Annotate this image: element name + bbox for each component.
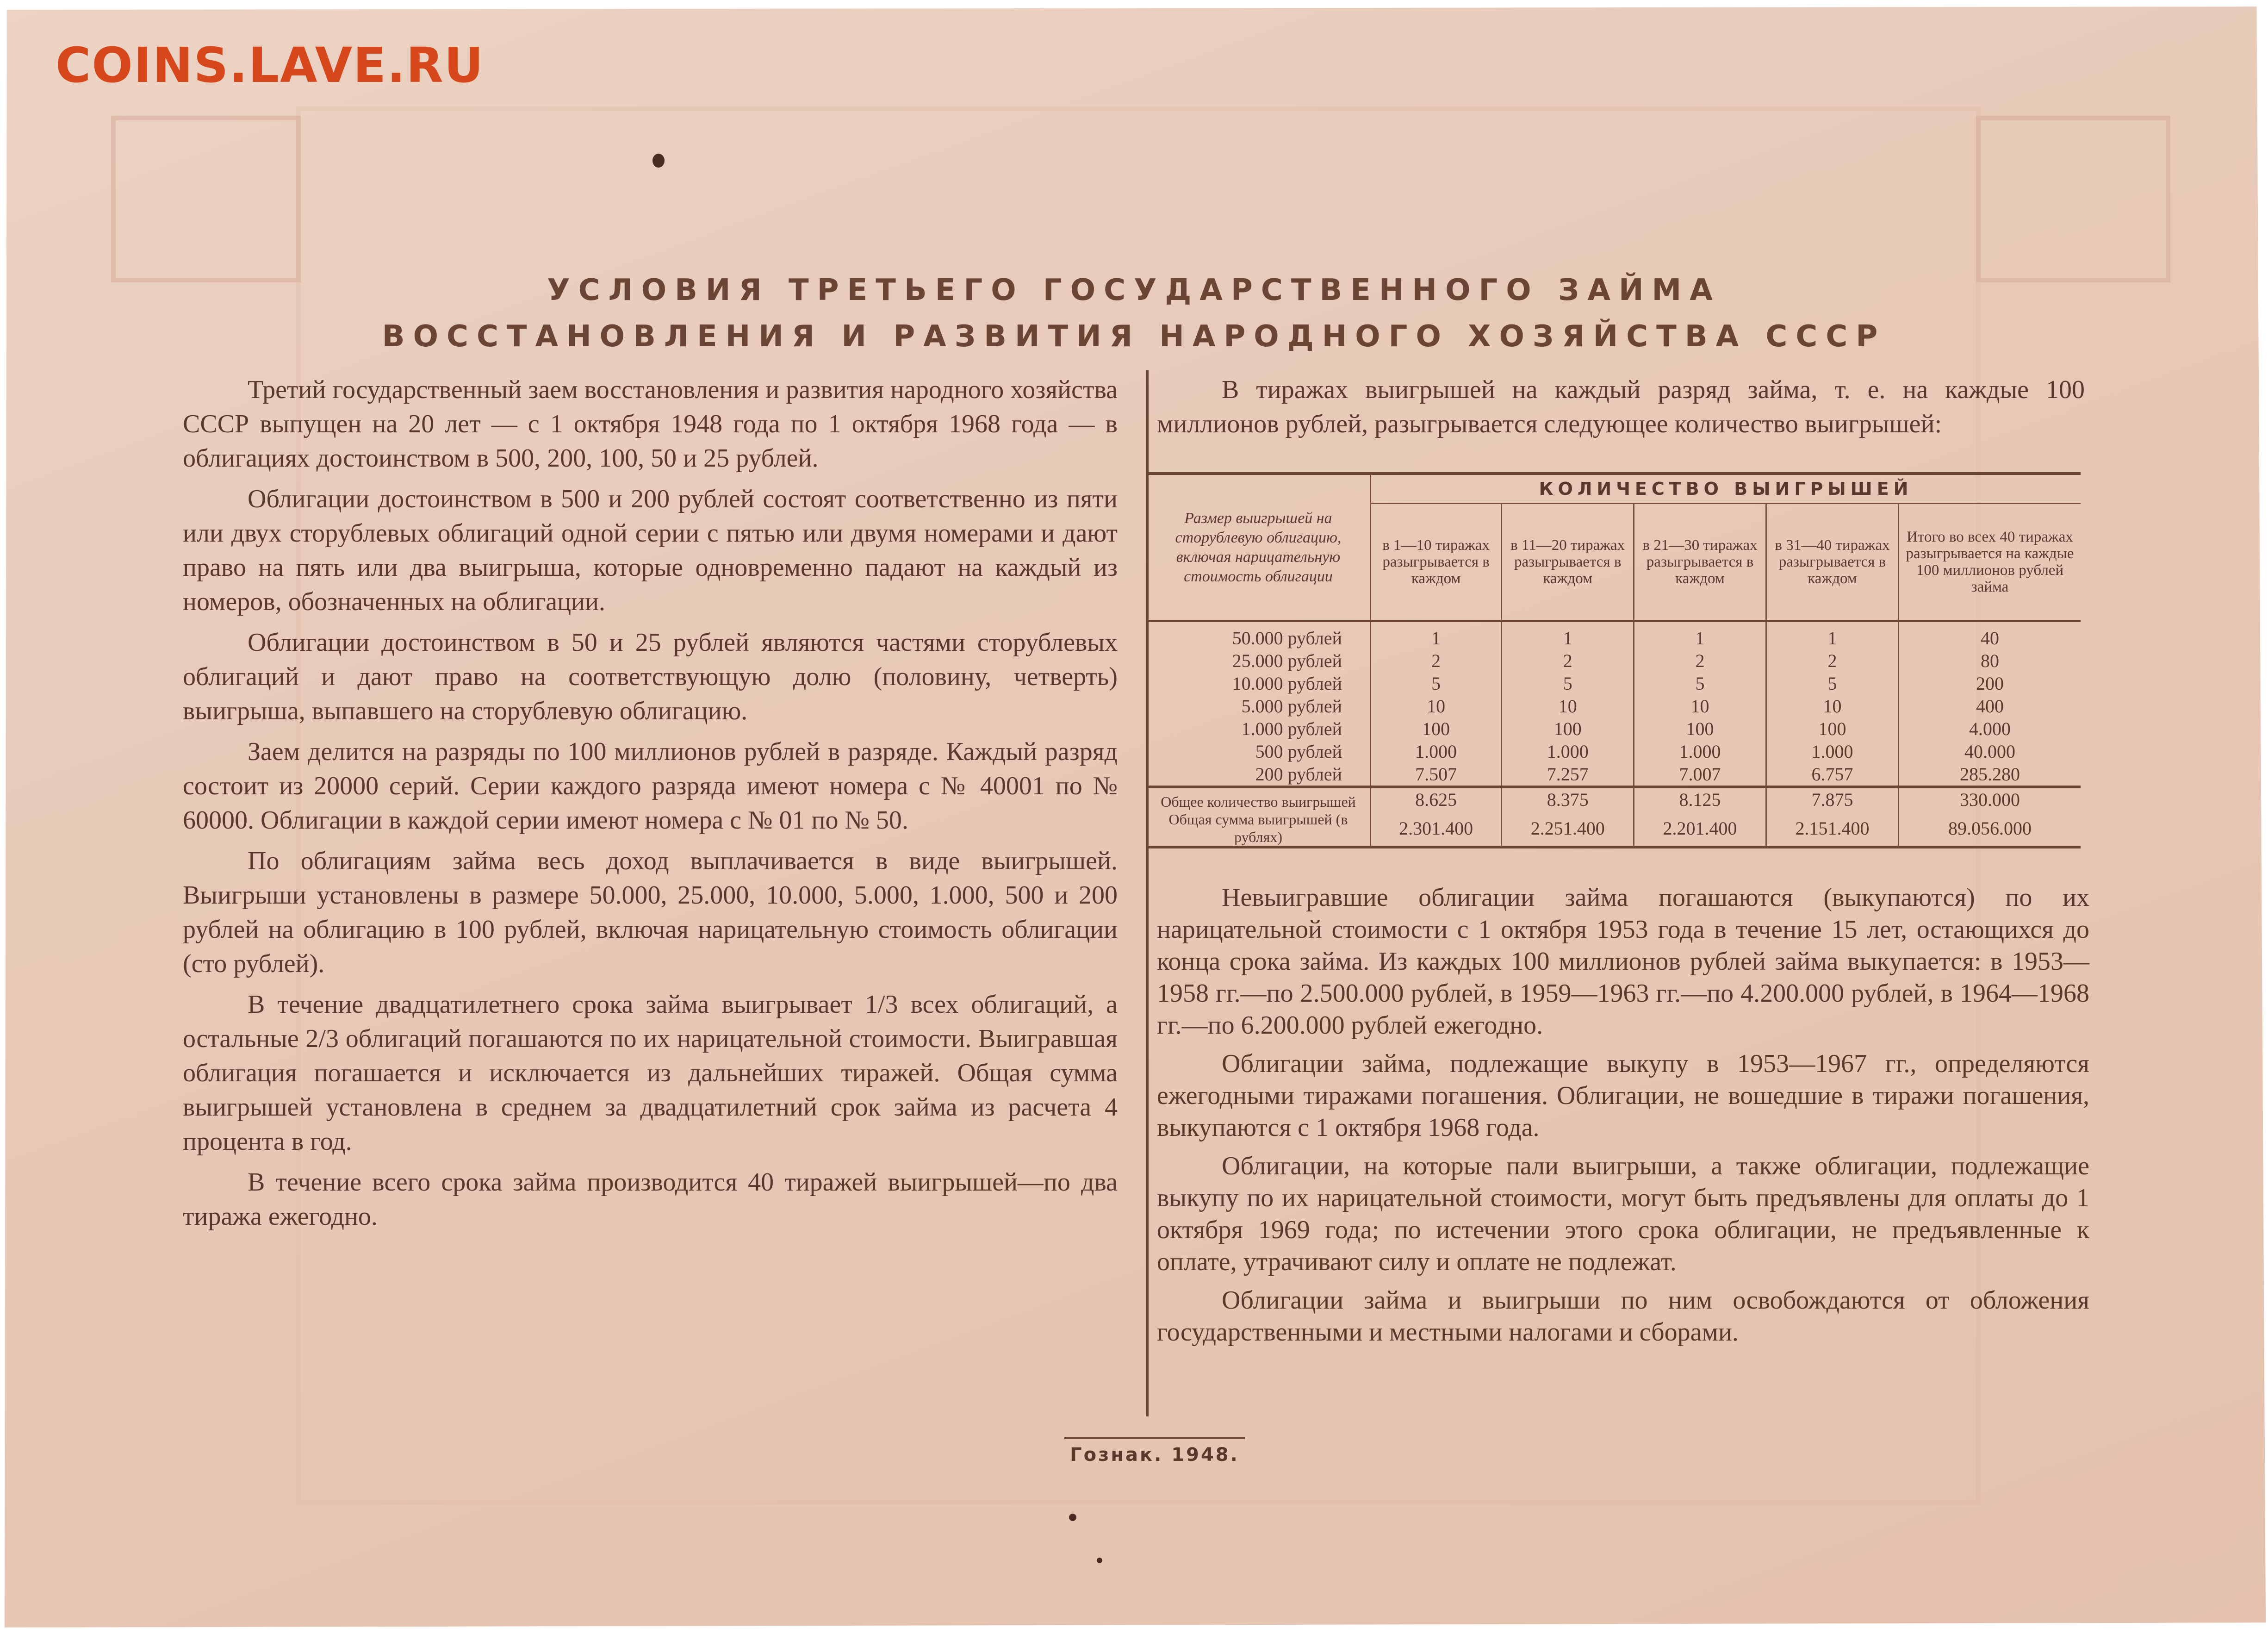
total-count-cell: 7.875 (1766, 787, 1899, 811)
value-cell: 1.000 (1547, 741, 1589, 762)
value-cell: 40 (1981, 628, 1999, 649)
value-cell: 1 (1563, 628, 1572, 649)
value-cell: 5 (1695, 673, 1705, 694)
total-sum-cell: 2.301.400 (1371, 811, 1502, 847)
value-cell: 100 (1553, 718, 1582, 739)
table-header-prize: Размер выигрышей на сторублевую облигацию, включая нарицательную стоимость облигации (1147, 474, 1371, 621)
total-sum-cell: 89.056.000 (1899, 811, 2081, 847)
prize-cell: 25.000 рублей (1232, 650, 1342, 671)
total-sum-cell: 2.151.400 (1766, 811, 1899, 847)
watermark-text: COINS.LAVE.RU (56, 37, 485, 94)
title-line-2: ВОССТАНОВЛЕНИЯ И РАЗВИТИЯ НАРОДНОГО ХОЗЯЙСТВА СССР (382, 319, 1886, 354)
value-cell: 4.000 (1969, 718, 2011, 739)
prize-cell: 10.000 рублей (1232, 673, 1342, 694)
draws-31-40-column (1766, 621, 1899, 787)
paper-spot (1097, 1558, 1102, 1563)
left-paragraph: Облигации достоинством в 50 и 25 рублей являются частями сторублевых облигаций и дают право на соответствующую долю (половину, четверть) выигрыша, выпавшего на сторублевую облигацию. (183, 628, 1118, 725)
table-col-header: в 21—30 тиражах разыгрывается в каждом (1634, 504, 1766, 621)
value-cell: 1.000 (1679, 741, 1721, 762)
imprint-rule (1064, 1437, 1245, 1439)
total-sum-row (1147, 811, 2081, 847)
total-count-cell: 8.625 (1371, 787, 1502, 811)
total-count-cell: 330.000 (1899, 787, 2081, 811)
draws-21-30-column (1634, 621, 1766, 787)
draws-11-20-column (1502, 621, 1634, 787)
right-intro-text: В тиражах выигрышей на каждый разряд займа, т. е. на каждые 100 миллионов рублей, разыгрывается следующее количество выигрышей: (1157, 375, 2085, 438)
right-paragraph: Облигации займа и выигрыши по ним освобождаются от обложения государственными и местными налогами и сборами. (1157, 1286, 2089, 1347)
prize-cell: 200 рублей (1255, 764, 1342, 785)
total-count-label: Общее количество выигрышей (1147, 787, 1371, 811)
total-40-draws-column (1899, 621, 2081, 787)
prize-cell: 5.000 рублей (1241, 696, 1342, 717)
paper-spot (1069, 1514, 1076, 1521)
table-group-header: КОЛИЧЕСТВО ВЫИГРЫШЕЙ (1371, 474, 2081, 504)
value-cell: 10 (1558, 696, 1577, 717)
title-line-1: УСЛОВИЯ ТРЕТЬЕГО ГОСУДАРСТВЕННОГО ЗАЙМА (547, 273, 1721, 307)
value-cell: 80 (1981, 650, 1999, 671)
value-cell: 1 (1695, 628, 1705, 649)
table-col-header: Итого во всех 40 тиражах разыгрывается на каждые 100 миллионов рублей займа (1899, 504, 2081, 621)
value-cell: 2 (1563, 650, 1572, 671)
value-cell: 10 (1823, 696, 1842, 717)
value-cell: 7.007 (1679, 764, 1721, 785)
show-through-frame-right (1976, 116, 2170, 282)
table-col-header: в 11—20 тиражах разыгрывается в каждом (1502, 504, 1634, 621)
right-intro (1157, 373, 2085, 448)
right-paragraph: Облигации, на которые пали выигрыши, а также облигации, подлежащие выкупу по их нарицательной стоимости, могут быть предъявлены для оплаты до 1 октября 1969 года; по истечении этого срока облигации, не предъявленные к оплате, утрачивают силу и оплате не подлежат. (1157, 1152, 2089, 1276)
total-sum-cell: 2.251.400 (1502, 811, 1634, 847)
value-cell: 7.507 (1415, 764, 1457, 785)
value-cell: 285.280 (1960, 764, 2020, 785)
draws-1-10-column (1371, 621, 1502, 787)
value-cell: 5 (1827, 673, 1837, 694)
value-cell: 5 (1431, 673, 1441, 694)
prize-cell: 1.000 рублей (1241, 718, 1342, 739)
value-cell: 2 (1827, 650, 1837, 671)
value-cell: 1 (1431, 628, 1441, 649)
value-cell: 7.257 (1547, 764, 1589, 785)
value-cell: 1.000 (1811, 741, 1853, 762)
left-paragraph: Облигации достоинством в 500 и 200 рублей состоят соответственно из пяти или двух сторублевых облигаций одной серии с пятью или двумя номерами и дают право на пять или два выигрыша, которые одновременно падают на каждый из номеров, обозначенных на облигации. (183, 485, 1118, 616)
value-cell: 5 (1563, 673, 1572, 694)
table-col-header: в 1—10 тиражах разыгрывается в каждом (1371, 504, 1502, 621)
total-count-cell: 8.375 (1502, 787, 1634, 811)
right-column (1157, 882, 2089, 1355)
total-count-cell: 8.125 (1634, 787, 1766, 811)
value-cell: 2 (1695, 650, 1705, 671)
value-cell: 400 (1976, 696, 2004, 717)
paper-spot (652, 154, 665, 168)
total-count-row (1147, 787, 2081, 811)
value-cell: 1.000 (1415, 741, 1457, 762)
right-paragraph: Невыигравшие облигации займа погашаются (выкупаются) по их нарицательной стоимости с 1 октября 1953 года в течение 15 лет, остающихся до конца срока займа. Из каждых 100 миллионов рублей займа выкупается: в 1953—1958 гг.—по 2.500.000 рублей, в 1959—1963 гг.—по 4.200.000 рублей, в 1964—1968 гг.—по 6.200.000 рублей ежегодно. (1157, 883, 2089, 1040)
value-cell: 6.757 (1811, 764, 1853, 785)
show-through-frame-left (111, 116, 301, 282)
value-cell: 40.000 (1964, 741, 2015, 762)
value-cell: 10 (1690, 696, 1709, 717)
right-paragraph: Облигации займа, подлежащие выкупу в 1953—1967 гг., определяются ежегодными тиражами погашения. Облигации, не вошедшие в тиражи погашения, выкупаются с 1 октября 1968 года. (1157, 1049, 2089, 1142)
prize-column (1147, 621, 1371, 787)
value-cell: 200 (1976, 673, 2004, 694)
value-cell: 10 (1427, 696, 1446, 717)
value-cell: 2 (1431, 650, 1441, 671)
table-body-row (1147, 621, 2081, 787)
left-paragraph: Заем делится на разряды по 100 миллионов рублей в разряде. Каждый разряд состоит из 20000 серий. Серии каждого разряда имеют номера с № 40001 по № 60000. Облигации в каждой серии имеют номера с № 01 по № 50. (183, 737, 1118, 835)
imprint-text: Гознак. 1948. (1070, 1444, 1239, 1466)
left-paragraph: В течение всего срока займа производится 40 тиражей выигрышей—по два тиража ежегодно. (183, 1168, 1118, 1231)
value-cell: 100 (1422, 718, 1450, 739)
total-sum-label: Общая сумма выигрышей (в рублях) (1147, 811, 1371, 847)
value-cell: 100 (1686, 718, 1714, 739)
left-paragraph: Третий государственный заем восстановления и развития народного хозяйства СССР выпущен на 20 лет — с 1 октября 1948 года по 1 октября 1968 года — в облигациях достоинством в 500, 200, 100, 50 и 25 рублей. (183, 375, 1118, 473)
winnings-table (1147, 472, 2081, 848)
table-col-header: в 31—40 тиражах разыгрывается в каждом (1766, 504, 1899, 621)
prize-cell: 50.000 рублей (1232, 628, 1342, 649)
value-cell: 100 (1818, 718, 1846, 739)
left-paragraph: В течение двадцатилетнего срока займа выигрывает 1/3 всех облигаций, а остальные 2/3 облигаций погашаются по их нарицательной стоимости. Выигравшая облигация погашается и исключается из дальнейших тиражей. Общая сумма выигрышей установлена в среднем за двадцатилетний срок займа из расчета 4 процента в год. (183, 990, 1118, 1156)
total-sum-cell: 2.201.400 (1634, 811, 1766, 847)
left-column (183, 373, 1118, 1240)
prize-cell: 500 рублей (1255, 741, 1342, 762)
left-paragraph: По облигациям займа весь доход выплачивается в виде выигрышей. Выигрыши установлены в размере 50.000, 25.000, 10.000, 5.000, 1.000, 500 и 200 рублей на облигацию в 100 рублей, включая нарицательную стоимость облигации (сто рублей). (183, 847, 1118, 978)
value-cell: 1 (1827, 628, 1837, 649)
